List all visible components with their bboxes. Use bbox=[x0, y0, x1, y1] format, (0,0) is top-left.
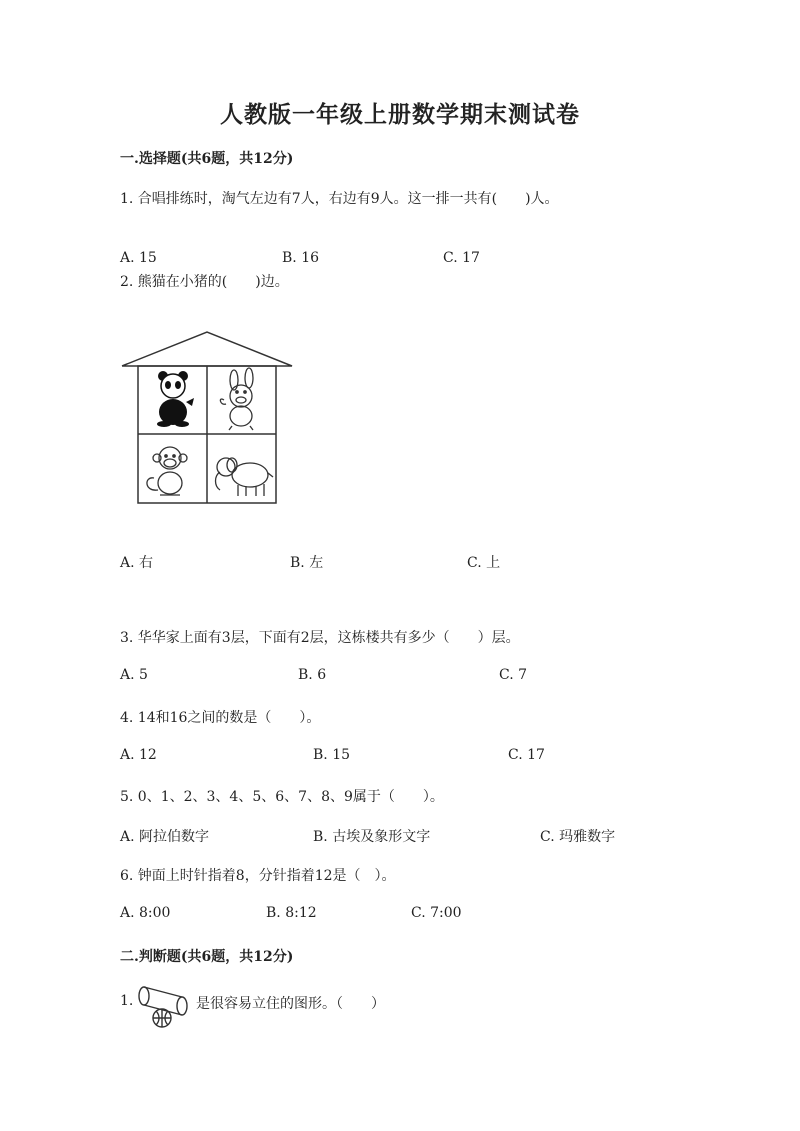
question-3-option-c: C. 7 bbox=[499, 667, 528, 683]
elephant-icon bbox=[216, 458, 274, 496]
question-3-option-a: A. 5 bbox=[120, 667, 148, 683]
section-heading-choice: 一.选择题(共6题，共12分) bbox=[120, 151, 294, 167]
question-6-option-a: A. 8:00 bbox=[120, 905, 171, 921]
question-6-option-b: B. 8:12 bbox=[266, 905, 317, 921]
question-4-option-c: C. 17 bbox=[508, 747, 545, 763]
question-2-option-c: C. 上 bbox=[467, 555, 501, 571]
cylinder-icon bbox=[136, 980, 190, 1030]
question-4-option-a: A. 12 bbox=[120, 747, 157, 763]
question-1: 1. 合唱排练时，淘气左边有7人，右边有9人。这一排一共有( )人。 bbox=[120, 191, 559, 207]
question-2-option-b: B. 左 bbox=[290, 555, 324, 571]
question-6-option-c: C. 7:00 bbox=[411, 905, 462, 921]
question-1-option-c: C. 17 bbox=[443, 250, 480, 266]
question-4-option-b: B. 15 bbox=[313, 747, 351, 763]
question-1-option-a: A. 15 bbox=[120, 250, 157, 266]
house-animals-figure bbox=[120, 330, 295, 506]
question-5-option-a: A. 阿拉伯数字 bbox=[120, 829, 210, 845]
section-heading-judge: 二.判断题(共6题，共12分) bbox=[120, 949, 294, 965]
question-2-option-a: A. 右 bbox=[120, 555, 154, 571]
question-2: 2. 熊猫在小猪的( )边。 bbox=[120, 274, 289, 290]
monkey-icon bbox=[147, 447, 187, 495]
judge-1-number: 1. bbox=[120, 993, 134, 1009]
question-5: 5. 0、1、2、3、4、5、6、7、8、9属于（ ）。 bbox=[120, 789, 444, 805]
question-5-option-c: C. 玛雅数字 bbox=[540, 829, 616, 845]
pig-icon bbox=[220, 368, 253, 430]
question-5-option-b: B. 古埃及象形文字 bbox=[313, 829, 431, 845]
page-title: 人教版一年级上册数学期末测试卷 bbox=[220, 101, 580, 128]
question-3-option-b: B. 6 bbox=[298, 667, 327, 683]
question-3: 3. 华华家上面有3层，下面有2层，这栋楼共有多少（ ）层。 bbox=[120, 630, 520, 646]
judge-1-text: 是很容易立住的图形。（ ） bbox=[196, 996, 385, 1012]
question-1-option-b: B. 16 bbox=[282, 250, 320, 266]
question-6: 6. 钟面上时针指着8，分针指着12是（ ）。 bbox=[120, 868, 396, 884]
panda-icon bbox=[157, 371, 194, 427]
question-4: 4. 14和16之间的数是（ ）。 bbox=[120, 710, 321, 726]
